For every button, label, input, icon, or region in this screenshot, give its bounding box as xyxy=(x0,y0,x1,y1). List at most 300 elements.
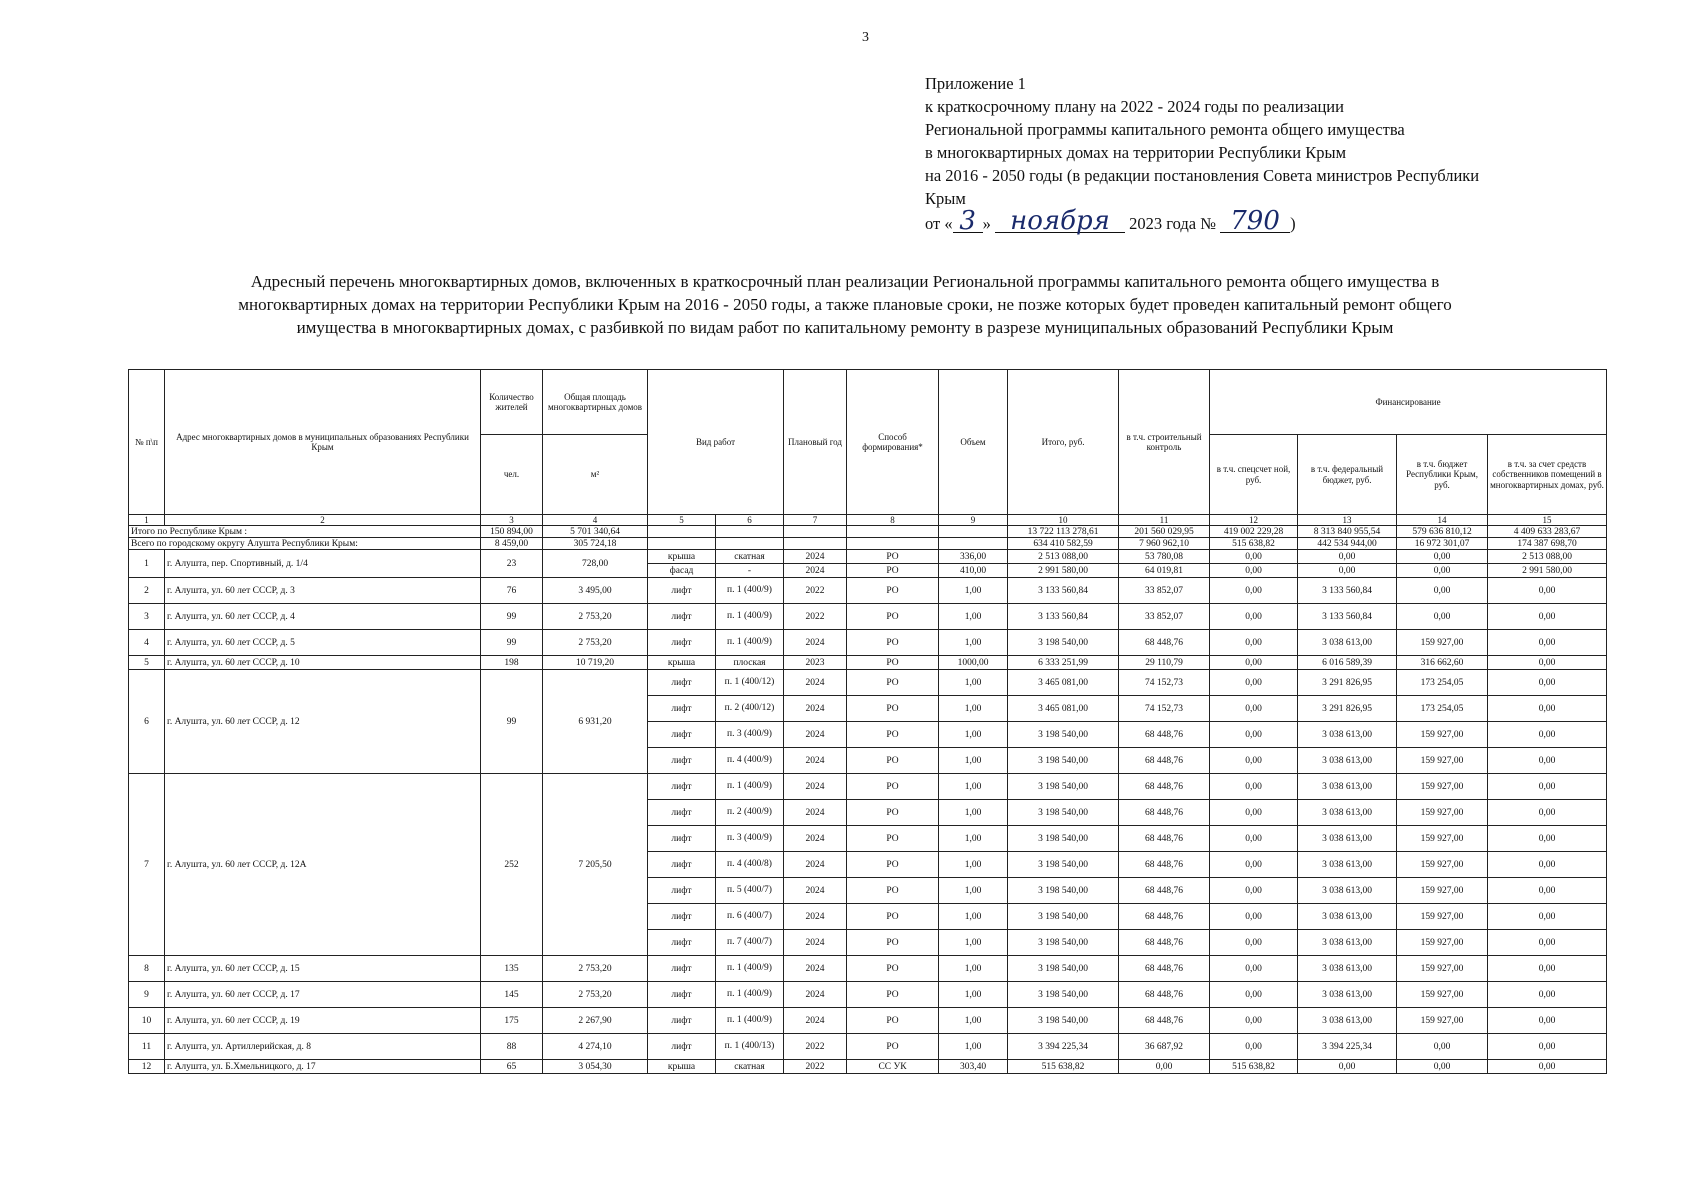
owners: 0,00 xyxy=(1488,748,1607,774)
work-type: лифт xyxy=(648,982,716,1008)
total-federal: 8 313 840 955,54 xyxy=(1298,526,1397,538)
table-row xyxy=(129,550,1607,564)
federal: 3 038 613,00 xyxy=(1298,878,1397,904)
special: 0,00 xyxy=(1210,852,1298,878)
plan-year: 2024 xyxy=(784,904,847,930)
row-num: 8 xyxy=(129,956,165,982)
method: РО xyxy=(847,852,939,878)
federal: 3 038 613,00 xyxy=(1298,956,1397,982)
table-row xyxy=(129,1034,1607,1060)
table-row xyxy=(129,1060,1607,1074)
work-subtype: п. 1 (400/9) xyxy=(716,578,784,604)
owners: 0,00 xyxy=(1488,956,1607,982)
control: 68 448,76 xyxy=(1119,956,1210,982)
row-residents: 198 xyxy=(481,656,543,670)
col-number: 9 xyxy=(939,515,1008,526)
special: 0,00 xyxy=(1210,564,1298,578)
republic: 159 927,00 xyxy=(1397,1008,1488,1034)
plan-year: 2022 xyxy=(784,1060,847,1074)
special: 0,00 xyxy=(1210,982,1298,1008)
col-number: 7 xyxy=(784,515,847,526)
col-number: 15 xyxy=(1488,515,1607,526)
volume: 1,00 xyxy=(939,578,1008,604)
row-area: 7 205,50 xyxy=(543,774,648,956)
total: 3 198 540,00 xyxy=(1008,722,1119,748)
row-address: г. Алушта, ул. 60 лет СССР, д. 19 xyxy=(165,1008,481,1034)
republic: 159 927,00 xyxy=(1397,774,1488,800)
republic: 159 927,00 xyxy=(1397,800,1488,826)
federal: 6 016 589,39 xyxy=(1298,656,1397,670)
total: 3 198 540,00 xyxy=(1008,826,1119,852)
federal: 3 038 613,00 xyxy=(1298,748,1397,774)
volume: 303,40 xyxy=(939,1060,1008,1074)
special: 0,00 xyxy=(1210,878,1298,904)
republic: 0,00 xyxy=(1397,564,1488,578)
owners: 0,00 xyxy=(1488,878,1607,904)
row-address: г. Алушта, ул. 60 лет СССР, д. 3 xyxy=(165,578,481,604)
federal: 0,00 xyxy=(1298,1060,1397,1074)
method: РО xyxy=(847,550,939,564)
work-subtype: п. 2 (400/9) xyxy=(716,800,784,826)
special: 0,00 xyxy=(1210,1008,1298,1034)
total: 3 198 540,00 xyxy=(1008,956,1119,982)
special: 0,00 xyxy=(1210,800,1298,826)
table-row xyxy=(129,604,1607,630)
total-sum: 634 410 582,59 xyxy=(1008,538,1119,550)
total-row-district xyxy=(129,538,1607,550)
volume: 1,00 xyxy=(939,630,1008,656)
republic: 0,00 xyxy=(1397,578,1488,604)
total-special: 419 002 229,28 xyxy=(1210,526,1298,538)
work-subtype: плоская xyxy=(716,656,784,670)
title-line: Адресный перечень многоквартирных домов, включенных в краткосрочный план реализации Региональной программы капитального ремонта общего имущества в xyxy=(250,272,1440,291)
special: 0,00 xyxy=(1210,550,1298,564)
owners: 0,00 xyxy=(1488,1060,1607,1074)
handwritten-day: 3 xyxy=(953,210,983,233)
owners: 0,00 xyxy=(1488,722,1607,748)
owners: 0,00 xyxy=(1488,578,1607,604)
method: РО xyxy=(847,878,939,904)
work-subtype: п. 3 (400/9) xyxy=(716,826,784,852)
row-num: 7 xyxy=(129,774,165,956)
republic: 0,00 xyxy=(1397,550,1488,564)
row-num: 2 xyxy=(129,578,165,604)
row-residents: 175 xyxy=(481,1008,543,1034)
table-row xyxy=(129,956,1607,982)
plan-year: 2022 xyxy=(784,604,847,630)
row-area: 3 495,00 xyxy=(543,578,648,604)
plan-year: 2024 xyxy=(784,878,847,904)
work-type: крыша xyxy=(648,550,716,564)
plan-year: 2022 xyxy=(784,578,847,604)
federal: 3 038 613,00 xyxy=(1298,630,1397,656)
header-republic: в т.ч. бюджет Республики Крым, руб. xyxy=(1397,435,1488,515)
total-owners: 174 387 698,70 xyxy=(1488,538,1607,550)
total: 6 333 251,99 xyxy=(1008,656,1119,670)
control: 29 110,79 xyxy=(1119,656,1210,670)
owners: 0,00 xyxy=(1488,930,1607,956)
republic: 159 927,00 xyxy=(1397,982,1488,1008)
owners: 0,00 xyxy=(1488,826,1607,852)
control: 68 448,76 xyxy=(1119,904,1210,930)
republic: 159 927,00 xyxy=(1397,748,1488,774)
row-address: г. Алушта, ул. 60 лет СССР, д. 15 xyxy=(165,956,481,982)
federal: 3 038 613,00 xyxy=(1298,722,1397,748)
row-area: 2 753,20 xyxy=(543,956,648,982)
row-area: 3 054,30 xyxy=(543,1060,648,1074)
appendix-header xyxy=(925,72,1665,235)
special: 0,00 xyxy=(1210,670,1298,696)
method: РО xyxy=(847,1008,939,1034)
plan-year: 2024 xyxy=(784,1008,847,1034)
republic: 159 927,00 xyxy=(1397,904,1488,930)
total: 3 198 540,00 xyxy=(1008,904,1119,930)
plan-year: 2024 xyxy=(784,670,847,696)
header-financing: Финансирование xyxy=(1210,370,1607,435)
republic: 173 254,05 xyxy=(1397,696,1488,722)
table-row xyxy=(129,774,1607,800)
table-row xyxy=(129,578,1607,604)
plan-year: 2024 xyxy=(784,826,847,852)
col-number: 10 xyxy=(1008,515,1119,526)
owners: 0,00 xyxy=(1488,774,1607,800)
work-type: крыша xyxy=(648,1060,716,1074)
document-title xyxy=(140,270,1550,339)
special: 0,00 xyxy=(1210,656,1298,670)
federal: 3 038 613,00 xyxy=(1298,1008,1397,1034)
work-subtype: п. 1 (400/9) xyxy=(716,604,784,630)
owners: 0,00 xyxy=(1488,630,1607,656)
control: 68 448,76 xyxy=(1119,630,1210,656)
control: 68 448,76 xyxy=(1119,774,1210,800)
total-residents: 8 459,00 xyxy=(481,538,543,550)
total-label: Всего по городскому округу Алушта Республики Крым: xyxy=(129,538,481,550)
method: РО xyxy=(847,656,939,670)
total-federal: 442 534 944,00 xyxy=(1298,538,1397,550)
control: 33 852,07 xyxy=(1119,578,1210,604)
federal: 3 038 613,00 xyxy=(1298,904,1397,930)
work-type: лифт xyxy=(648,956,716,982)
method: РО xyxy=(847,722,939,748)
control: 68 448,76 xyxy=(1119,826,1210,852)
control: 68 448,76 xyxy=(1119,982,1210,1008)
col-number: 12 xyxy=(1210,515,1298,526)
control: 74 152,73 xyxy=(1119,670,1210,696)
plan-year: 2024 xyxy=(784,852,847,878)
total-control: 7 960 962,10 xyxy=(1119,538,1210,550)
method: РО xyxy=(847,982,939,1008)
owners: 0,00 xyxy=(1488,1034,1607,1060)
work-type: лифт xyxy=(648,670,716,696)
col-number: 4 xyxy=(543,515,648,526)
row-area: 6 931,20 xyxy=(543,670,648,774)
method: РО xyxy=(847,630,939,656)
total-control: 201 560 029,95 xyxy=(1119,526,1210,538)
plan-year: 2024 xyxy=(784,930,847,956)
row-num: 11 xyxy=(129,1034,165,1060)
plan-year: 2023 xyxy=(784,656,847,670)
control: 0,00 xyxy=(1119,1060,1210,1074)
owners: 0,00 xyxy=(1488,904,1607,930)
special: 0,00 xyxy=(1210,748,1298,774)
work-type: лифт xyxy=(648,578,716,604)
row-residents: 99 xyxy=(481,630,543,656)
volume: 1,00 xyxy=(939,878,1008,904)
volume: 336,00 xyxy=(939,550,1008,564)
plan-year: 2022 xyxy=(784,1034,847,1060)
header-address: Адрес многоквартирных домов в муниципальных образованиях Республики Крым xyxy=(165,370,481,515)
republic: 0,00 xyxy=(1397,604,1488,630)
method: СС УК xyxy=(847,1060,939,1074)
work-subtype: п. 5 (400/7) xyxy=(716,878,784,904)
date-quote: » xyxy=(982,214,991,233)
federal: 3 038 613,00 xyxy=(1298,930,1397,956)
row-residents: 99 xyxy=(481,604,543,630)
republic: 173 254,05 xyxy=(1397,670,1488,696)
plan-year: 2024 xyxy=(784,722,847,748)
special: 0,00 xyxy=(1210,774,1298,800)
volume: 1,00 xyxy=(939,774,1008,800)
method: РО xyxy=(847,748,939,774)
control: 68 448,76 xyxy=(1119,1008,1210,1034)
row-residents: 88 xyxy=(481,1034,543,1060)
plan-year: 2024 xyxy=(784,696,847,722)
method: РО xyxy=(847,800,939,826)
method: РО xyxy=(847,604,939,630)
header-control: в т.ч. строительный контроль xyxy=(1119,370,1210,515)
work-type: лифт xyxy=(648,826,716,852)
method: РО xyxy=(847,930,939,956)
header-total: Итого, руб. xyxy=(1008,370,1119,515)
control: 64 019,81 xyxy=(1119,564,1210,578)
control: 68 448,76 xyxy=(1119,722,1210,748)
work-type: фасад xyxy=(648,564,716,578)
row-address: г. Алушта, пер. Спортивный, д. 1/4 xyxy=(165,550,481,578)
owners: 0,00 xyxy=(1488,604,1607,630)
table-row xyxy=(129,656,1607,670)
method: РО xyxy=(847,956,939,982)
work-type: лифт xyxy=(648,1034,716,1060)
col-number: 6 xyxy=(716,515,784,526)
total: 3 198 540,00 xyxy=(1008,800,1119,826)
title-line: многоквартирных домах на территории Республики Крым на 2016 - 2050 годы, а также плановые сроки, не позже которых будет проведен капитальный ремонт общего xyxy=(238,295,1452,314)
work-subtype: скатная xyxy=(716,1060,784,1074)
col-number: 14 xyxy=(1397,515,1488,526)
row-num: 6 xyxy=(129,670,165,774)
plan-year: 2024 xyxy=(784,550,847,564)
row-num: 4 xyxy=(129,630,165,656)
owners: 0,00 xyxy=(1488,852,1607,878)
header-owners: в т.ч. за счет средств собственников помещений в многоквартирных домах, руб. xyxy=(1488,435,1607,515)
republic: 159 927,00 xyxy=(1397,956,1488,982)
row-area: 2 753,20 xyxy=(543,604,648,630)
col-number: 8 xyxy=(847,515,939,526)
control: 74 152,73 xyxy=(1119,696,1210,722)
federal: 0,00 xyxy=(1298,564,1397,578)
republic: 159 927,00 xyxy=(1397,630,1488,656)
method: РО xyxy=(847,564,939,578)
row-residents: 145 xyxy=(481,982,543,1008)
appendix-date-line xyxy=(925,206,1665,236)
work-subtype: п. 1 (400/13) xyxy=(716,1034,784,1060)
total: 3 465 081,00 xyxy=(1008,696,1119,722)
republic: 0,00 xyxy=(1397,1034,1488,1060)
address-list-table xyxy=(128,369,1607,1074)
header-work-type: Вид работ xyxy=(648,370,784,515)
work-type: лифт xyxy=(648,800,716,826)
work-subtype: п. 2 (400/12) xyxy=(716,696,784,722)
work-subtype: п. 4 (400/8) xyxy=(716,852,784,878)
work-subtype: скатная xyxy=(716,550,784,564)
row-address: г. Алушта, ул. 60 лет СССР, д. 12А xyxy=(165,774,481,956)
total: 3 198 540,00 xyxy=(1008,982,1119,1008)
col-number: 5 xyxy=(648,515,716,526)
row-residents: 76 xyxy=(481,578,543,604)
work-subtype: п. 1 (400/9) xyxy=(716,956,784,982)
header-residents-unit: чел. xyxy=(481,435,543,515)
plan-year: 2024 xyxy=(784,956,847,982)
federal: 3 038 613,00 xyxy=(1298,982,1397,1008)
special: 0,00 xyxy=(1210,722,1298,748)
work-type: лифт xyxy=(648,630,716,656)
row-residents: 99 xyxy=(481,670,543,774)
work-type: лифт xyxy=(648,604,716,630)
total: 3 465 081,00 xyxy=(1008,670,1119,696)
table-row xyxy=(129,630,1607,656)
col-number: 13 xyxy=(1298,515,1397,526)
plan-year: 2024 xyxy=(784,748,847,774)
row-residents: 135 xyxy=(481,956,543,982)
total-row-republic xyxy=(129,526,1607,538)
row-address: г. Алушта, ул. Артиллерийская, д. 8 xyxy=(165,1034,481,1060)
appendix-line: Региональной программы капитального ремонта общего имущества xyxy=(925,120,1405,139)
row-area: 2 753,20 xyxy=(543,982,648,1008)
owners: 2 991 580,00 xyxy=(1488,564,1607,578)
volume: 1,00 xyxy=(939,1008,1008,1034)
special: 0,00 xyxy=(1210,930,1298,956)
total: 2 513 088,00 xyxy=(1008,550,1119,564)
owners: 0,00 xyxy=(1488,696,1607,722)
special: 0,00 xyxy=(1210,1034,1298,1060)
row-num: 10 xyxy=(129,1008,165,1034)
volume: 1,00 xyxy=(939,748,1008,774)
federal: 0,00 xyxy=(1298,550,1397,564)
total-special: 515 638,82 xyxy=(1210,538,1298,550)
owners: 0,00 xyxy=(1488,670,1607,696)
volume: 1,00 xyxy=(939,1034,1008,1060)
header-residents: Количество жителей xyxy=(481,370,543,435)
special: 0,00 xyxy=(1210,630,1298,656)
control: 68 448,76 xyxy=(1119,852,1210,878)
work-type: лифт xyxy=(648,748,716,774)
total: 3 394 225,34 xyxy=(1008,1034,1119,1060)
header-special: в т.ч. спецсчет ной, руб. xyxy=(1210,435,1298,515)
volume: 410,00 xyxy=(939,564,1008,578)
federal: 3 038 613,00 xyxy=(1298,800,1397,826)
header-num: № п\п xyxy=(129,370,165,515)
volume: 1,00 xyxy=(939,722,1008,748)
plan-year: 2024 xyxy=(784,982,847,1008)
appendix-line: в многоквартирных домах на территории Республики Крым xyxy=(925,143,1347,162)
special: 0,00 xyxy=(1210,604,1298,630)
date-prefix: от « xyxy=(925,214,953,233)
method: РО xyxy=(847,578,939,604)
work-subtype: п. 3 (400/9) xyxy=(716,722,784,748)
work-subtype: - xyxy=(716,564,784,578)
volume: 1,00 xyxy=(939,604,1008,630)
work-subtype: п. 4 (400/9) xyxy=(716,748,784,774)
volume: 1,00 xyxy=(939,800,1008,826)
row-area: 2 753,20 xyxy=(543,630,648,656)
control: 68 448,76 xyxy=(1119,878,1210,904)
total-owners: 4 409 633 283,67 xyxy=(1488,526,1607,538)
appendix-line: на 2016 - 2050 годы (в редакции постановления Совета министров Республики xyxy=(925,166,1480,185)
volume: 1,00 xyxy=(939,670,1008,696)
work-type: лифт xyxy=(648,878,716,904)
work-subtype: п. 1 (400/9) xyxy=(716,774,784,800)
federal: 3 394 225,34 xyxy=(1298,1034,1397,1060)
volume: 1000,00 xyxy=(939,656,1008,670)
owners: 2 513 088,00 xyxy=(1488,550,1607,564)
method: РО xyxy=(847,696,939,722)
total-area: 5 701 340,64 xyxy=(543,526,648,538)
total: 2 991 580,00 xyxy=(1008,564,1119,578)
work-type: лифт xyxy=(648,722,716,748)
control: 68 448,76 xyxy=(1119,800,1210,826)
control: 33 852,07 xyxy=(1119,604,1210,630)
header-federal: в т.ч. федеральный бюджет, руб. xyxy=(1298,435,1397,515)
federal: 3 133 560,84 xyxy=(1298,604,1397,630)
work-subtype: п. 1 (400/9) xyxy=(716,1008,784,1034)
date-year: 2023 года № xyxy=(1129,214,1216,233)
volume: 1,00 xyxy=(939,852,1008,878)
col-number: 2 xyxy=(165,515,481,526)
col-number: 3 xyxy=(481,515,543,526)
volume: 1,00 xyxy=(939,904,1008,930)
total-residents: 150 894,00 xyxy=(481,526,543,538)
special: 0,00 xyxy=(1210,578,1298,604)
federal: 3 133 560,84 xyxy=(1298,578,1397,604)
title-line: имущества в многоквартирных домах, с разбивкой по видам работ по капитальному ремонту в разрезе муниципальных образований Республики Крым xyxy=(296,318,1394,337)
method: РО xyxy=(847,1034,939,1060)
appendix-line: к краткосрочному плану на 2022 - 2024 годы по реализации xyxy=(925,97,1344,116)
work-subtype: п. 1 (400/9) xyxy=(716,982,784,1008)
table-row xyxy=(129,670,1607,696)
column-number-row xyxy=(129,515,1607,526)
total: 3 133 560,84 xyxy=(1008,578,1119,604)
method: РО xyxy=(847,826,939,852)
republic: 316 662,60 xyxy=(1397,656,1488,670)
special: 0,00 xyxy=(1210,956,1298,982)
republic: 159 927,00 xyxy=(1397,826,1488,852)
row-address: г. Алушта, ул. 60 лет СССР, д. 17 xyxy=(165,982,481,1008)
close-paren: ) xyxy=(1290,214,1296,233)
page-number: 3 xyxy=(862,30,869,45)
col-number: 1 xyxy=(129,515,165,526)
total-republic: 16 972 301,07 xyxy=(1397,538,1488,550)
method: РО xyxy=(847,774,939,800)
volume: 1,00 xyxy=(939,930,1008,956)
federal: 3 291 826,95 xyxy=(1298,696,1397,722)
header-area: Общая площадь многоквартирных домов xyxy=(543,370,648,435)
owners: 0,00 xyxy=(1488,982,1607,1008)
row-residents: 252 xyxy=(481,774,543,956)
federal: 3 291 826,95 xyxy=(1298,670,1397,696)
republic: 159 927,00 xyxy=(1397,930,1488,956)
work-type: лифт xyxy=(648,696,716,722)
special: 0,00 xyxy=(1210,826,1298,852)
owners: 0,00 xyxy=(1488,656,1607,670)
